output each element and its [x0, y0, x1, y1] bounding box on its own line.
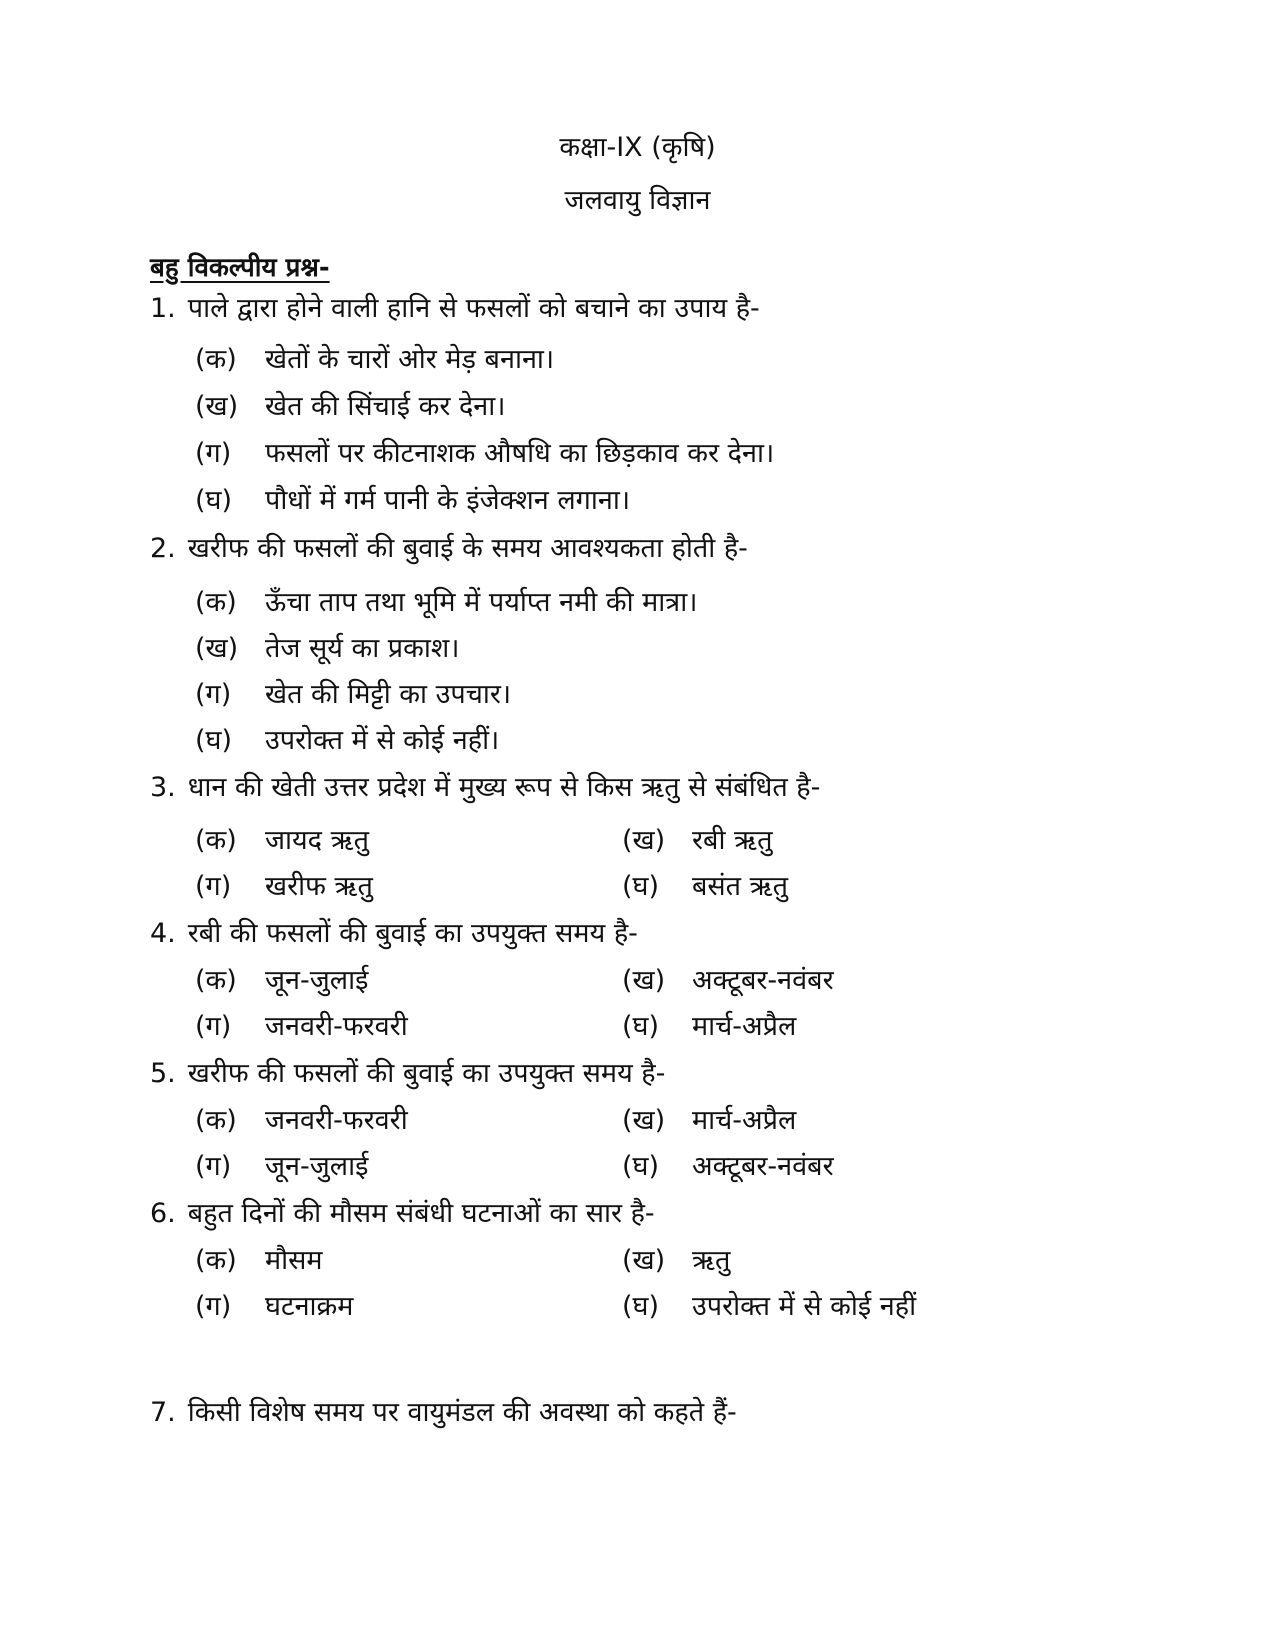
option-text: घटनाक्रम [265, 1291, 354, 1322]
option-label: (ग) [195, 1151, 232, 1182]
option-label: (क) [195, 587, 237, 618]
option-2d [195, 723, 499, 759]
option-text: जनवरी-फरवरी [265, 1011, 408, 1042]
option-text: मौसम [265, 1245, 323, 1276]
option-label: (ख) [622, 1105, 666, 1136]
option-label: (क) [195, 825, 237, 856]
option-text: खरीफ ऋतु [265, 871, 373, 902]
option-1b [195, 389, 506, 425]
option-1d [195, 483, 630, 519]
option-text: खेतों के चारों ओर मेड़ बनाना। [265, 344, 555, 375]
option-label: (घ) [195, 725, 233, 756]
option-6c [195, 1289, 353, 1325]
option-5b [622, 1103, 796, 1139]
question-1 [150, 291, 760, 327]
option-text: पौधों में गर्म पानी के इंजेक्शन लगाना। [265, 485, 631, 516]
option-label: (ग) [195, 1291, 232, 1322]
question-text: पाले द्वारा होने वाली हानि से फसलों को बचाने का उपाय है- [187, 293, 760, 324]
question-text: बहुत दिनों की मौसम संबंधी घटनाओं का सार है- [187, 1198, 655, 1229]
option-label: (ख) [195, 391, 239, 422]
option-text: ऊँचा ताप तथा भूमि में पर्याप्त नमी की मात्रा। [265, 587, 698, 618]
question-text: रबी की फसलों की बुवाई का उपयुक्त समय है- [187, 918, 638, 949]
option-text: खेत की मिट्टी का उपचार। [265, 679, 512, 710]
option-4d [622, 1009, 796, 1045]
question-text: धान की खेती उत्तर प्रदेश में मुख्य रूप से किस ऋतु से संबंधित है- [187, 772, 821, 803]
option-label: (क) [195, 344, 237, 375]
option-5c [195, 1149, 368, 1185]
option-2c [195, 677, 511, 713]
option-label: (ग) [195, 679, 232, 710]
class-title: कक्षा-IX (कृषि) [559, 132, 716, 163]
option-2b [195, 631, 460, 667]
option-6a [195, 1243, 323, 1279]
option-text: ऋतु [692, 1245, 731, 1276]
option-4c [195, 1009, 408, 1045]
option-label: (ग) [195, 871, 232, 902]
option-5d [622, 1149, 834, 1185]
option-4b [622, 963, 834, 999]
option-label: (ग) [195, 1011, 232, 1042]
option-3d [622, 869, 788, 905]
option-5a [195, 1103, 408, 1139]
question-number: 4. [150, 918, 176, 949]
option-3b [622, 823, 772, 859]
option-label: (क) [195, 1245, 237, 1276]
question-number: 6. [150, 1198, 176, 1229]
option-text: जून-जुलाई [265, 1151, 369, 1182]
option-6d [622, 1289, 916, 1325]
option-label: (घ) [622, 1151, 660, 1182]
option-text: मार्च-अप्रैल [692, 1011, 797, 1042]
option-label: (घ) [195, 485, 233, 516]
option-text: उपरोक्त में से कोई नहीं। [265, 725, 500, 756]
option-text: अक्टूबर-नवंबर [692, 1151, 834, 1182]
option-text: रबी ऋतु [692, 825, 773, 856]
question-6 [150, 1196, 655, 1232]
option-1c [195, 436, 774, 472]
question-5 [150, 1056, 665, 1092]
option-text: जायद ऋतु [265, 825, 370, 856]
question-number: 1. [150, 293, 176, 324]
question-4 [150, 916, 638, 952]
option-text: खेत की सिंचाई कर देना। [265, 391, 506, 422]
subject-title: जलवायु विज्ञान [564, 185, 711, 216]
option-label: (ख) [622, 965, 666, 996]
option-label: (घ) [622, 871, 660, 902]
option-label: (घ) [622, 1291, 660, 1322]
option-6b [622, 1243, 730, 1279]
question-number: 5. [150, 1058, 176, 1089]
option-text: उपरोक्त में से कोई नहीं [692, 1291, 917, 1322]
option-label: (ख) [195, 633, 239, 664]
option-label: (क) [195, 965, 237, 996]
option-label: (ग) [195, 438, 232, 469]
question-7 [150, 1395, 737, 1431]
question-number: 2. [150, 533, 176, 564]
question-3 [150, 770, 820, 806]
option-label: (क) [195, 1105, 237, 1136]
question-number: 3. [150, 772, 176, 803]
option-text: फसलों पर कीटनाशक औषधि का छिड़काव कर देना। [265, 438, 775, 469]
option-label: (ख) [622, 825, 666, 856]
question-number: 7. [150, 1397, 176, 1428]
option-1a [195, 342, 554, 378]
option-label: (ख) [622, 1245, 666, 1276]
question-2 [150, 531, 748, 567]
option-text: मार्च-अप्रैल [692, 1105, 797, 1136]
option-text: अक्टूबर-नवंबर [692, 965, 834, 996]
question-text: किसी विशेष समय पर वायुमंडल की अवस्था को कहते हैं- [187, 1397, 737, 1428]
option-text: जून-जुलाई [265, 965, 369, 996]
option-4a [195, 963, 368, 999]
option-3c [195, 869, 373, 905]
option-text: बसंत ऋतु [692, 871, 789, 902]
option-3a [195, 823, 369, 859]
question-text: खरीफ की फसलों की बुवाई के समय आवश्यकता होती है- [187, 533, 748, 564]
option-text: जनवरी-फरवरी [265, 1105, 408, 1136]
option-2a [195, 585, 697, 621]
option-text: तेज सूर्य का प्रकाश। [265, 633, 460, 664]
section-heading: बहु विकल्पीय प्रश्न- [150, 253, 330, 283]
option-label: (घ) [622, 1011, 660, 1042]
question-text: खरीफ की फसलों की बुवाई का उपयुक्त समय है- [187, 1058, 666, 1089]
